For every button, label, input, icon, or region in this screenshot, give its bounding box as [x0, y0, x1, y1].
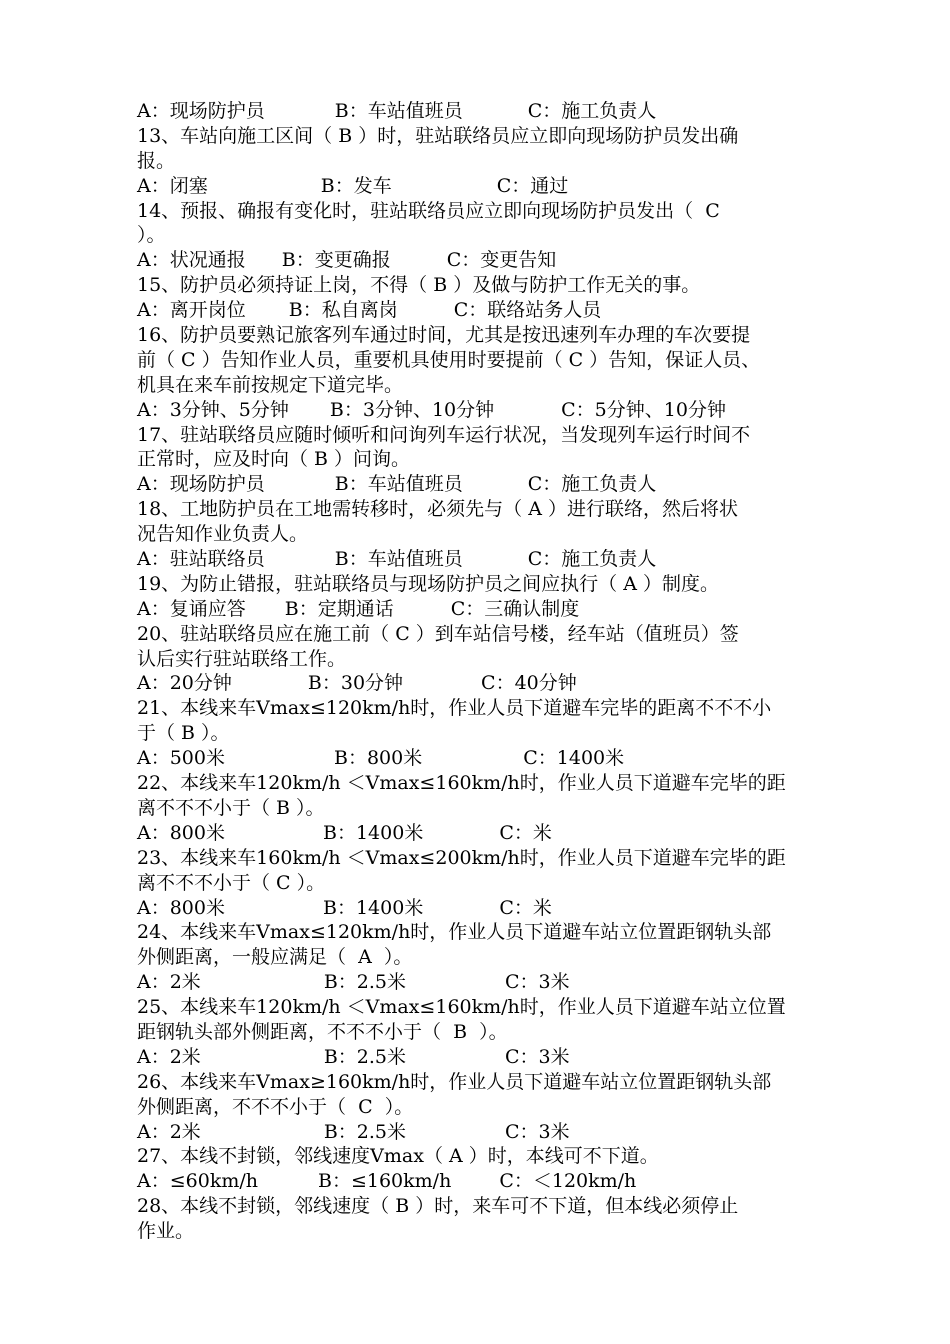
answer-option: B：车站值班员 [334, 100, 463, 122]
answer-option: C：＜120km/h [499, 1170, 637, 1193]
answer-option: A：现场防护员 [137, 473, 265, 496]
answer-option: B：1400米 [323, 896, 424, 919]
answer-options-line [137, 1120, 897, 1145]
answer-option: C：变更告知 [446, 249, 557, 272]
answer-option: A：现场防护员 [137, 100, 265, 122]
answer-option: A：20分钟 [137, 672, 232, 695]
question-text-line: 18、工地防护员在工地需转移时，必须先与（ A ）进行联络，然后将状 [137, 498, 738, 521]
answer-option: A：2米 [137, 1120, 201, 1143]
answer-option: A：2米 [137, 971, 201, 994]
answer-option: B：1400米 [323, 821, 424, 844]
answer-option: C：三确认制度 [450, 597, 580, 620]
question-text-line: 23、本线来车160km/h ＜Vmax≤200km/h时，作业人员下道避车完毕的距 [137, 846, 786, 869]
answer-option: C：施工负责人 [527, 100, 657, 122]
answer-option: C：施工负责人 [527, 548, 657, 571]
answer-option: B：3分钟、10分钟 [329, 398, 495, 421]
answer-options-line [137, 970, 897, 995]
answer-option: A：800米 [137, 821, 225, 844]
answer-option: C：米 [499, 896, 552, 919]
answer-options-line [137, 248, 897, 273]
answer-option: B：变更确报 [281, 249, 391, 272]
question-text-line: 15、防护员必须持证上岗，不得（ B ）及做与防护工作无关的事。 [137, 274, 701, 297]
question-text-line: 外侧距离，不不不小于（ C ）。 [137, 1095, 414, 1118]
question-text-line: 27、本线不封锁，邻线速度Vmax（ A ）时，本线可不下道。 [137, 1145, 659, 1168]
answer-option: C：米 [499, 821, 552, 844]
question-text-line: 13、车站向施工区间（ B ）时，驻站联络员应立即向现场防护员发出确 [137, 124, 739, 147]
answer-option: B：800米 [334, 747, 423, 770]
answer-option: A：500米 [137, 747, 225, 770]
question-text-line: ）。 [137, 224, 166, 247]
answer-option: B：2.5米 [323, 971, 406, 994]
answer-options-line [137, 547, 897, 572]
answer-option: C：3米 [505, 1045, 570, 1068]
question-text-line: 于（ B ）。 [137, 722, 230, 745]
answer-option: A：3分钟、5分钟 [137, 398, 289, 421]
answer-options-line [137, 472, 897, 497]
answer-option: C：5分钟、10分钟 [561, 398, 726, 421]
question-text-line: 28、本线不封锁，邻线速度（ B ）时，来车可不下道，但本线必须停止 [137, 1195, 739, 1218]
answer-options-line [137, 821, 897, 846]
question-text-line: 17、驻站联络员应随时倾听和问询列车运行状况，当发现列车运行时间不 [137, 423, 751, 446]
answer-options-line [137, 1169, 897, 1194]
answer-option: A：离开岗位 [137, 299, 246, 322]
question-text-line: 距钢轨头部外侧距离，不不不小于（ B ）。 [137, 1020, 508, 1043]
answer-option: B：私自离岗 [288, 299, 398, 322]
answer-options-line [137, 99, 897, 124]
answer-option: B：2.5米 [323, 1045, 406, 1068]
answer-options-line [137, 671, 897, 696]
answer-option: A：2米 [137, 1045, 201, 1068]
answer-option: A：≤60km/h [137, 1170, 258, 1193]
question-text-line: 况告知作业负责人。 [137, 523, 309, 546]
answer-option: B：定期通话 [284, 597, 394, 620]
question-text-line: 25、本线来车120km/h ＜Vmax≤160km/h时，作业人员下道避车站立位置 [137, 996, 786, 1019]
answer-option: A：驻站联络员 [137, 548, 265, 571]
answer-option: B：车站值班员 [334, 548, 463, 571]
question-text-line: 19、为防止错报，驻站联络员与现场防护员之间应执行（ A ）制度。 [137, 572, 719, 595]
answer-option: C：40分钟 [481, 672, 577, 695]
answer-options-line [137, 174, 897, 199]
answer-option: A：闭塞 [137, 174, 208, 197]
question-text-line: 14、预报、确报有变化时，驻站联络员应立即向现场防护员发出（ C [137, 199, 720, 222]
answer-options-line [137, 398, 897, 423]
answer-option: C：1400米 [523, 747, 625, 770]
answer-options-line [137, 896, 897, 921]
question-text-line: 外侧距离，一般应满足（ A ）。 [137, 946, 413, 969]
answer-option: B：发车 [320, 174, 392, 197]
answer-option: A：复诵应答 [137, 597, 246, 620]
question-text-line: 22、本线来车120km/h ＜Vmax≤160km/h时，作业人员下道避车完毕的距 [137, 772, 786, 795]
question-list [137, 99, 897, 1244]
question-text-line: 20、驻站联络员应在施工前（ C ）到车站信号楼，经车站（值班员）签 [137, 622, 739, 645]
answer-option: B：30分钟 [307, 672, 404, 695]
answer-option: C：通过 [496, 174, 569, 197]
question-text-line: 认后实行驻站联络工作。 [137, 647, 347, 670]
question-text-line: 16、防护员要熟记旅客列车通过时间，尤其是按迅速列车办理的车次要提 [137, 324, 751, 347]
answer-option: C：施工负责人 [527, 473, 657, 496]
answer-options-line [137, 1045, 897, 1070]
question-text-line: 26、本线来车Vmax≥160km/h时，作业人员下道避车站立位置距钢轨头部 [137, 1070, 772, 1093]
answer-option: A：状况通报 [137, 249, 246, 272]
question-text-line: 离不不不小于（ B ）。 [137, 796, 325, 819]
answer-option: A：800米 [137, 896, 225, 919]
answer-option: B：车站值班员 [334, 473, 463, 496]
question-text-line: 正常时，应及时向（ B ）问询。 [137, 448, 411, 471]
answer-options-line [137, 597, 897, 622]
answer-options-line [137, 746, 897, 771]
answer-option: C：联络站务人员 [453, 299, 602, 322]
question-text-line: 前（ C ）告知作业人员，重要机具使用时要提前（ C ）告知，保证人员、 [137, 348, 761, 371]
question-text-line: 离不不不小于（ C ）。 [137, 871, 326, 894]
question-text-line: 机具在来车前按规定下道完毕。 [137, 373, 404, 396]
question-text-line: 21、本线来车Vmax≤120km/h时，作业人员下道避车完毕的距离不不不小 [137, 697, 772, 720]
answer-options-line [137, 298, 897, 323]
answer-option: C：3米 [505, 971, 570, 994]
question-text-line: 24、本线来车Vmax≤120km/h时，作业人员下道避车站立位置距钢轨头部 [137, 921, 772, 944]
answer-option: B：2.5米 [323, 1120, 406, 1143]
answer-option: C：3米 [505, 1120, 570, 1143]
question-text-line: 报。 [137, 149, 176, 172]
question-text-line: 作业。 [137, 1220, 195, 1243]
answer-option: B：≤160km/h [318, 1170, 452, 1193]
